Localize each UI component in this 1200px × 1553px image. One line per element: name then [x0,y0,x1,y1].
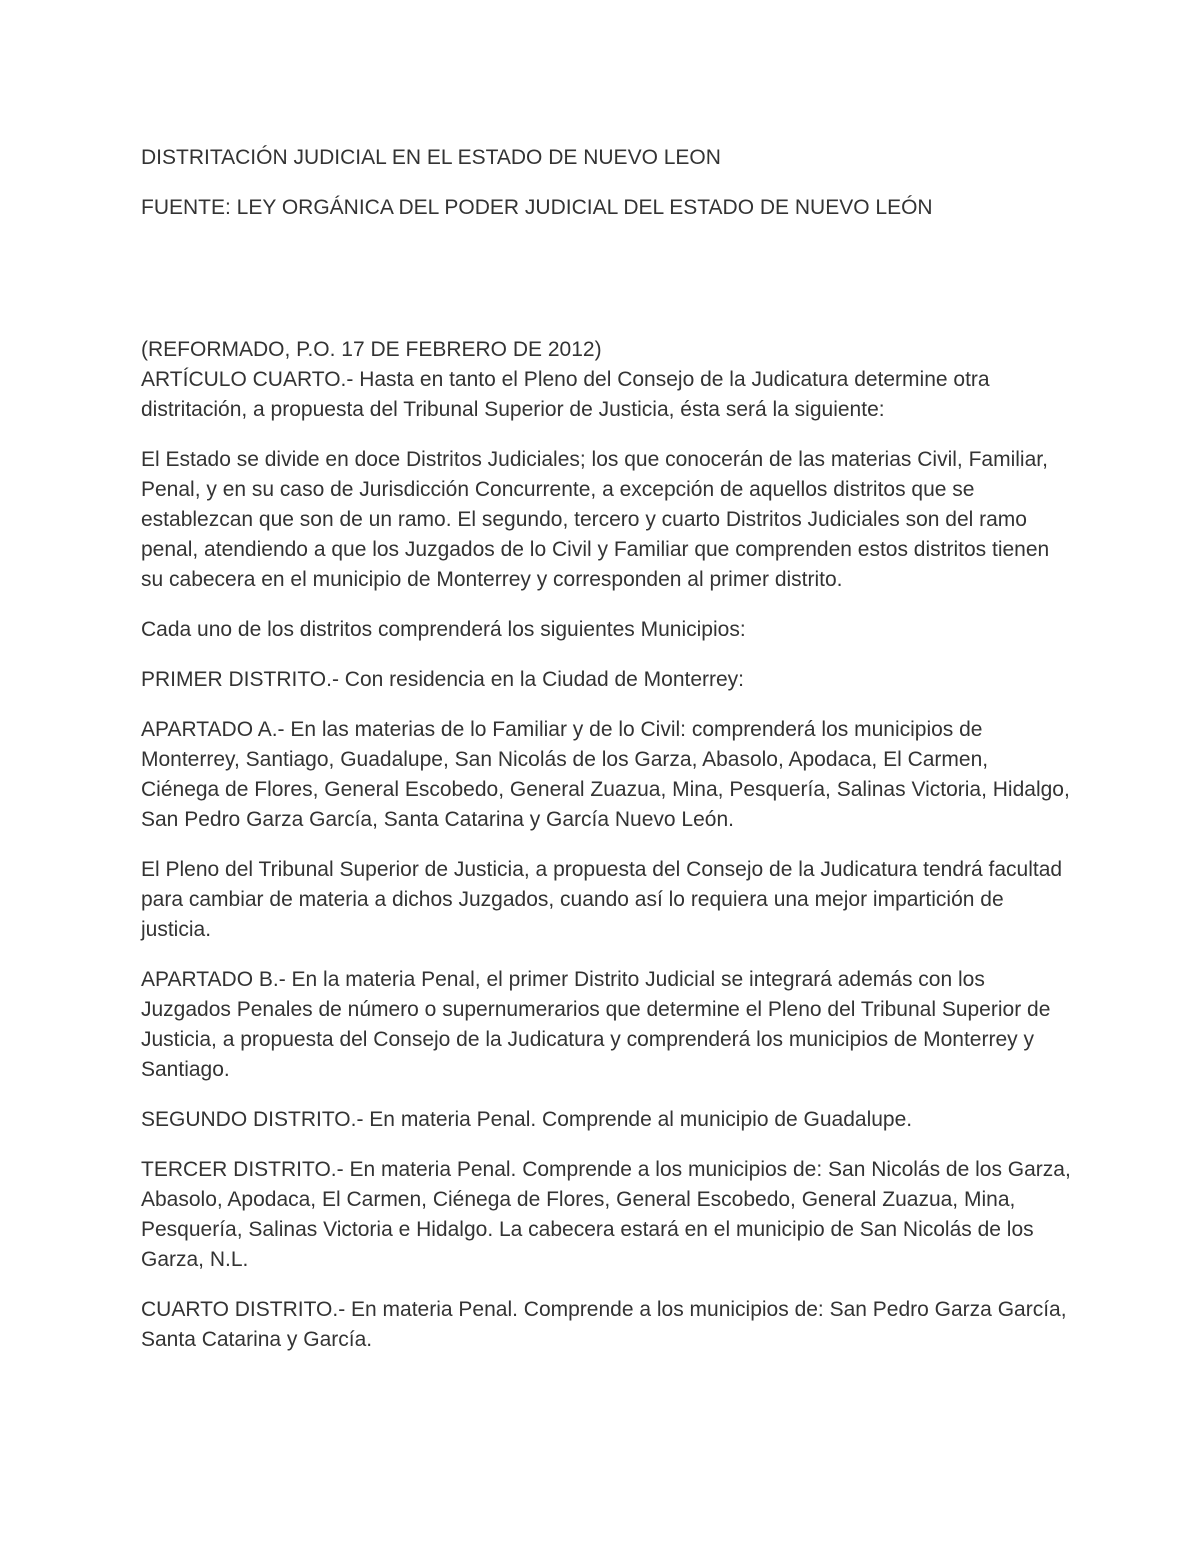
document-page [141,143,1071,1375]
article-paragraph: Cada uno de los distritos comprenderá los siguientes Municipios: [141,618,746,641]
article-paragraph: El Estado se divide en doce Distritos Judiciales; los que conocerán de las materias Civil, Familiar, Penal, y en su caso de Jurisdicción Concurrente, a excepción de aquellos distritos que se establezcan que son de un ramo. El segundo, tercero y cuarto Distritos Judiciales son del ramo penal, atendiendo a que los Juzgados de lo Civil y Familiar que comprenden estos distritos tienen su cabecera en el municipio de Monterrey y corresponden al primer distrito. [141,448,1050,591]
article-paragraph: TERCER DISTRITO.- En materia Penal. Comprende a los municipios de: San Nicolás de los Garza, Abasolo, Apodaca, El Carmen, Ciénega de Flores, General Escobedo, General Zuazua, Mina, Pesquería, Salinas Victoria e Hidalgo. La cabecera estará en el municipio de San Nicolás de los Garza, N.L. [141,1158,1071,1271]
document-title: DISTRITACIÓN JUDICIAL EN EL ESTADO DE NUEVO LEON [141,146,721,169]
article-paragraph: PRIMER DISTRITO.- Con residencia en la Ciudad de Monterrey: [141,668,745,691]
article-paragraph: APARTADO B.- En la materia Penal, el primer Distrito Judicial se integrará además con los Juzgados Penales de número o supernumerarios que determine el Pleno del Tribunal Superior de Justicia, a propuesta del Consejo de la Judicatura y comprenderá los municipios de Monterrey y Santiago. [141,968,1051,1081]
document-source: FUENTE: LEY ORGÁNICA DEL PODER JUDICIAL DEL ESTADO DE NUEVO LEÓN [141,196,933,219]
spacer [141,243,1071,335]
article-paragraph: ARTÍCULO CUARTO.- Hasta en tanto el Pleno del Consejo de la Judicatura determine otra distritación, a propuesta del Tribunal Superior de Justicia, ésta será la siguiente: [141,368,990,421]
article-paragraph: APARTADO A.- En las materias de lo Familiar y de lo Civil: comprenderá los municipios de Monterrey, Santiago, Guadalupe, San Nicolás de los Garza, Abasolo, Apodaca, El Carmen, Ciénega de Flores, General Escobedo, General Zuazua, Mina, Pesquería, Salinas Victoria, Hidalgo, San Pedro Garza García, Santa Catarina y García Nuevo León. [141,718,1070,831]
reform-note: (REFORMADO, P.O. 17 DE FEBRERO DE 2012) [141,338,602,361]
article-paragraph: SEGUNDO DISTRITO.- En materia Penal. Comprende al municipio de Guadalupe. [141,1108,913,1131]
article-paragraph: El Pleno del Tribunal Superior de Justicia, a propuesta del Consejo de la Judicatura tendrá facultad para cambiar de materia a dichos Juzgados, cuando así lo requiera una mejor impartición de justicia. [141,858,1063,941]
article-paragraph: CUARTO DISTRITO.- En materia Penal. Comprende a los municipios de: San Pedro Garza García, Santa Catarina y García. [141,1298,1067,1351]
